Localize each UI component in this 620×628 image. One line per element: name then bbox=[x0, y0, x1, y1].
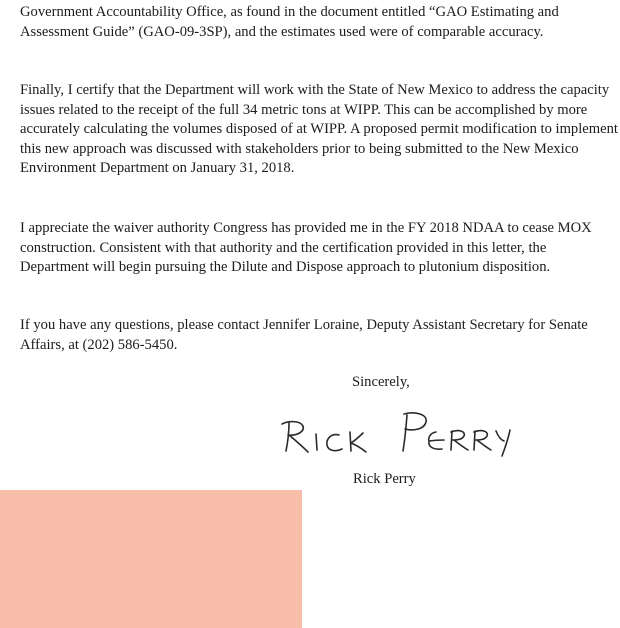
closing-salutation: Sincerely, bbox=[352, 374, 410, 390]
paragraph-waiver-authority: I appreciate the waiver authority Congress has provided me in the FY 2018 NDAA to cease MOX construction. Consistent with that authority and the certification provided in this letter, the Department will begin pursuing the Dilute and Dispose approach to plutonium disposition. bbox=[20, 220, 592, 276]
paragraph-contact: If you have any questions, please contact Jennifer Loraine, Deputy Assistant Secretary for Senate Affairs, at (202) 586-5450. bbox=[20, 317, 588, 353]
paragraph-wipp-certification: Finally, I certify that the Department will work with the State of New Mexico to address the capacity issues related to the receipt of the full 34 metric tons at WIPP. This can be accomplished by more accurately calculating the volumes disposed of at WIPP. A proposed permit modification to implement this new approach was discussed with stakeholders prior to being submitted to the New Mexico Environment Department on January 31, 2018. bbox=[20, 82, 618, 177]
signer-name: Rick Perry bbox=[353, 471, 416, 487]
handwritten-signature bbox=[276, 408, 512, 458]
paragraph-gao-guide: Government Accountability Office, as found in the document entitled “GAO Estimating and Assessment Guide” (GAO-09-3SP), and the estimates used were of comparable accuracy. bbox=[20, 4, 559, 40]
redaction-block bbox=[0, 490, 302, 628]
